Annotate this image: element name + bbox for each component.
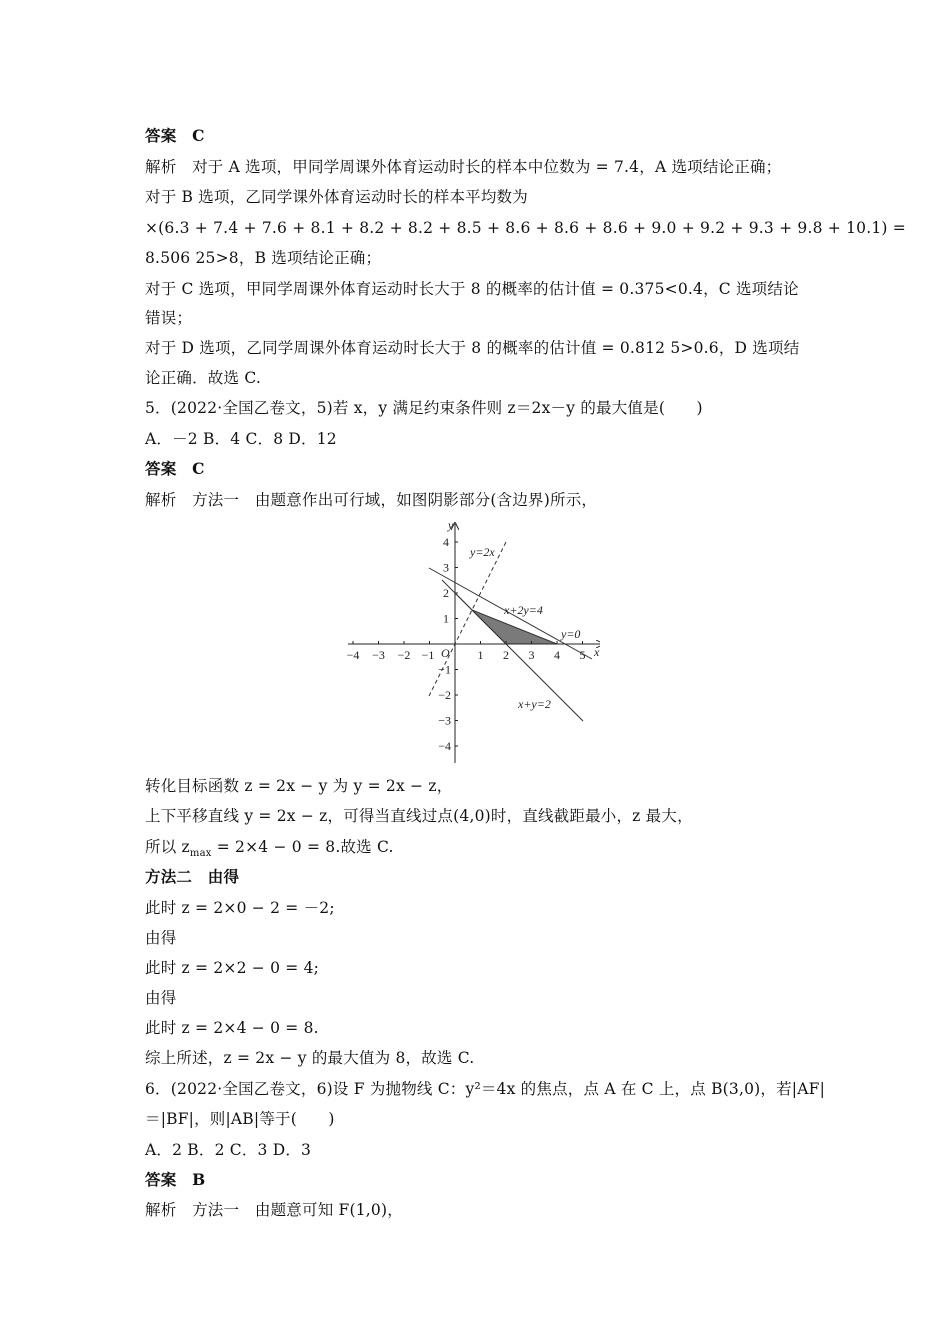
analysis-q4-line6: 错误； [145, 309, 193, 327]
x-tick-label: 4 [554, 648, 560, 662]
analysis-q4-line5: 对于 C 选项，甲同学周课外体育运动时长大于 8 的概率的估计值 = 0.375<0.4，C 选项结论 [145, 280, 799, 298]
y-tick-label: −1 [438, 662, 451, 677]
y-tick-label: 1 [443, 611, 449, 626]
x-tick-label: −4 [346, 648, 360, 662]
origin-label: O [441, 646, 450, 660]
analysis-q4-line7: 对于 D 选项，乙同学周课外体育运动时长大于 8 的概率的估计值 = 0.812 5>0.6，D 选项结 [145, 339, 800, 357]
analysis-q4-line1: 解析 对于 A 选项，甲同学周课外体育运动时长的样本中位数为 = 7.4，A 选项结论正确； [145, 158, 782, 176]
method-two-line3: 此时 z = 2×2 − 0 = 4; [145, 959, 320, 977]
x-tick-label: 1 [477, 648, 484, 662]
x-tick-label: 2 [503, 648, 509, 662]
label-x-plus-y-equals-2: x+y=2 [518, 697, 551, 711]
analysis-q5-line1: 转化目标函数 z = 2x − y 为 y = 2x − z， [145, 777, 453, 795]
feasible-region-graph [340, 518, 600, 766]
y-tick-label: 2 [443, 586, 449, 600]
method-two-line4: 由得 [145, 989, 177, 1007]
question-6-options: A．2 B．2 C．3 D．3 [145, 1141, 312, 1159]
x-tick-label: −2 [397, 648, 411, 662]
analysis-q5-line2: 上下平移直线 y = 2x − z，可得当直线过点(4,0)时，直线截距最小，z 最大， [145, 807, 693, 825]
y-tick-label: −2 [438, 688, 451, 702]
x-tick-label: 5 [579, 648, 586, 662]
x-tick-label: −1 [421, 648, 435, 662]
analysis-q6-intro: 解析 方法一 由题意可知 F(1,0)， [145, 1201, 403, 1219]
x-axis-label: x [594, 645, 600, 659]
analysis-q4-line2: 对于 B 选项，乙同学课外体育运动时长的样本平均数为 [145, 188, 528, 206]
y-axis-label: y [448, 518, 454, 532]
method-two-conclusion: 综上所述，z = 2x − y 的最大值为 8，故选 C. [145, 1049, 475, 1067]
question-5-options: A．－2 B．4 C．8 D．12 [145, 430, 337, 448]
answer-label-q5: 答案 C [145, 459, 205, 478]
label-y-equals-2x: y=2x [470, 545, 495, 559]
method-two-line1: 此时 z = 2×0 − 2 = －2; [145, 899, 335, 917]
answer-label-q4: 答案 C [145, 126, 205, 145]
y-tick-label: −4 [438, 739, 451, 753]
question-5-stem: 5．(2022·全国乙卷文，5)若 x，y 满足约束条件则 z＝2x－y 的最大值是( ) [145, 399, 703, 417]
analysis-q4-line8: 论正确．故选 C. [145, 369, 261, 387]
y-tick-label: −3 [438, 713, 451, 728]
x-tick-label: −3 [372, 648, 385, 662]
label-y-equals-0: y=0 [561, 627, 581, 641]
question-6-stem-line2: ＝|BF|，则|AB|等于( ) [145, 1110, 335, 1128]
analysis-q4-line4: 8.506 25>8，B 选项结论正确； [145, 249, 382, 267]
method-two-heading: 方法二 由得 [145, 867, 240, 886]
shaded-region [455, 593, 557, 644]
method-two-line2: 由得 [145, 929, 177, 947]
x-tick-label: 3 [528, 648, 535, 662]
question-6-stem-line1: 6．(2022·全国乙卷文，6)设 F 为抛物线 C：y²＝4x 的焦点，点 A 在 C 上，点 B(3,0)，若|AF| [145, 1080, 826, 1098]
analysis-q5-intro: 解析 方法一 由题意作出可行域，如图阴影部分(含边界)所示， [145, 491, 598, 509]
y-tick-label: 4 [443, 535, 449, 549]
line-x-plus-y-equals-2 [442, 580, 583, 721]
label-x-plus-2y-equals-4: x+2y=4 [504, 603, 543, 617]
analysis-q5-line3: 所以 $z_{max} = 2\times 4 - 0 = 8$.故选 C. [145, 838, 394, 860]
y-tick-label: 3 [443, 560, 449, 575]
method-two-line5: 此时 z = 2×4 − 0 = 8. [145, 1019, 319, 1037]
answer-label-q6: 答案 B [145, 1170, 206, 1189]
analysis-q4-line3: ×(6.3 + 7.4 + 7.6 + 8.1 + 8.2 + 8.2 + 8.5 + 8.6 + 8.6 + 8.6 + 9.0 + 9.2 + 9.3 + 9.8 + 10.1) = [145, 219, 906, 237]
